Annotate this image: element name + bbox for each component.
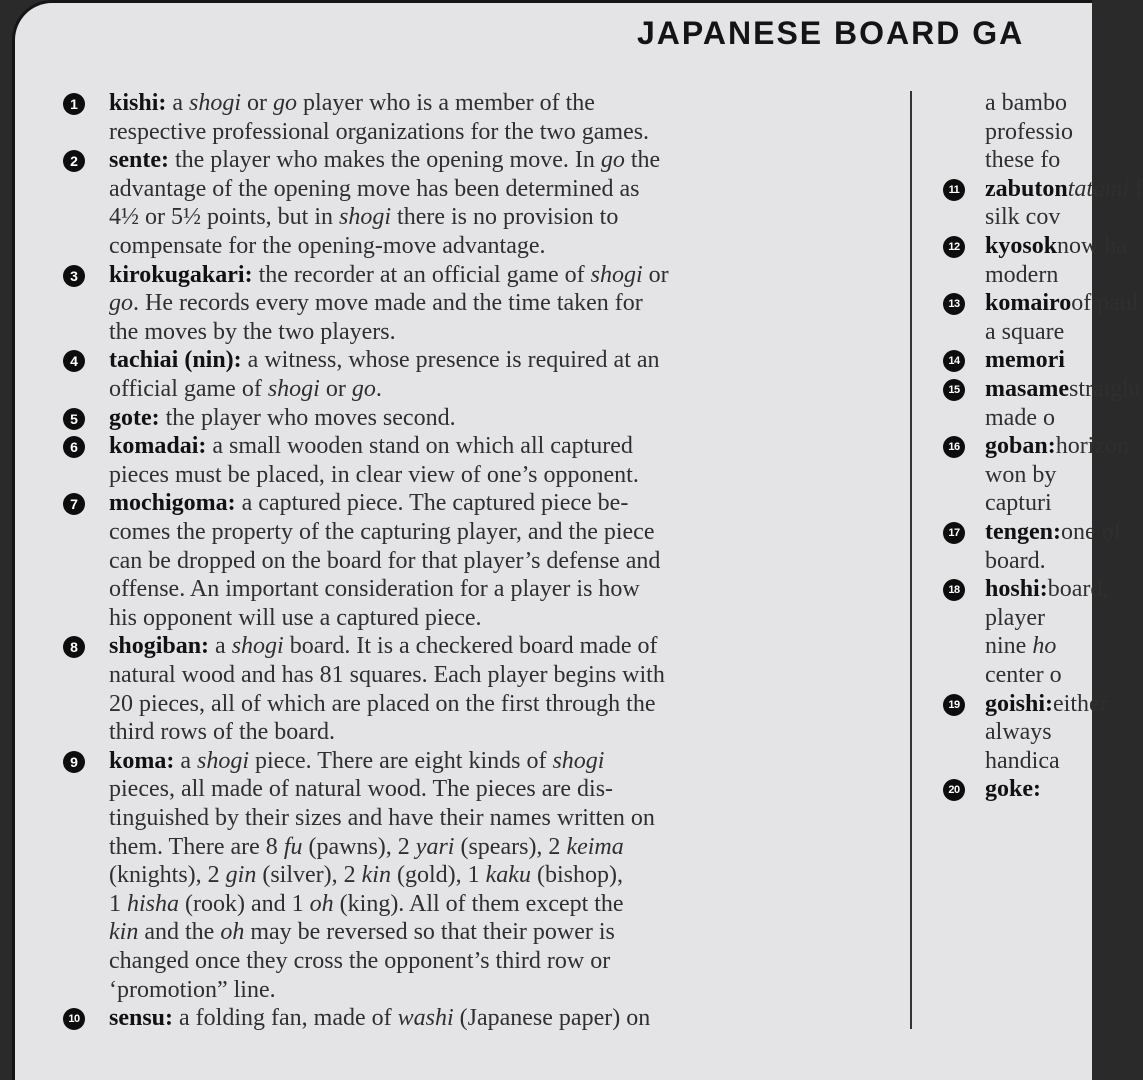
entry-number-badge: 7 bbox=[63, 493, 85, 515]
entry-line: won by bbox=[985, 461, 1057, 488]
entry-line: handica bbox=[985, 747, 1060, 774]
entry-line: 20 pieces, all of which are placed on the first through the bbox=[109, 690, 656, 717]
entry-line: these fo bbox=[985, 147, 1061, 174]
entry-line: a square bbox=[985, 318, 1065, 345]
entry-term: tengen: bbox=[985, 519, 1061, 545]
entry-term: sente: bbox=[109, 147, 169, 174]
entry-line: 4½ or 5½ points, but in shogi there is no provision to bbox=[109, 204, 619, 231]
entry-line: nine ho bbox=[985, 633, 1057, 660]
entry-term: kishi: bbox=[109, 90, 167, 116]
entry-line: ‘promotion” line. bbox=[109, 976, 276, 1003]
entry-line: advantage of the opening move has been determined as bbox=[109, 175, 640, 202]
entry-term: goke: bbox=[985, 776, 1041, 803]
entry-line: sensu: a folding fan, made of washi (Japanese paper) on bbox=[109, 1005, 651, 1032]
entry-line: offense. An important consideration for a player is how bbox=[109, 576, 640, 603]
entry-line: mochigoma: a captured piece. The captured piece be- bbox=[109, 490, 629, 517]
entry-line: tengen:one of bbox=[985, 519, 1122, 545]
entry-line: zabutontatami f bbox=[985, 175, 1143, 202]
entry-line: them. There are 8 fu (pawns), 2 yari (spears), 2 keima bbox=[109, 833, 624, 860]
entry-line: kishi: a shogi or go player who is a member of the bbox=[109, 90, 595, 116]
entry-number-badge: 8 bbox=[63, 636, 85, 658]
entry-line: kin and the oh may be reversed so that their power is bbox=[109, 919, 615, 946]
entry-line: komadai: a small wooden stand on which all captured bbox=[109, 433, 633, 460]
entry-line: a bambo bbox=[985, 90, 1067, 116]
entry-line: pieces must be placed, in clear view of one’s opponent. bbox=[109, 461, 639, 488]
entry-number-badge: 9 bbox=[63, 751, 85, 773]
entry-number-badge: 15 bbox=[943, 379, 965, 401]
entry-number-badge: 10 bbox=[63, 1008, 85, 1030]
entry-term: masame bbox=[985, 376, 1069, 402]
entry-line: natural wood and has 81 squares. Each player begins with bbox=[109, 662, 665, 688]
entry-line: go. He records every move made and the time taken for bbox=[109, 290, 643, 317]
entry-term: goban: bbox=[985, 433, 1056, 460]
entry-line: player bbox=[985, 604, 1045, 631]
entry-term: koma: bbox=[109, 747, 175, 774]
entry-term: tachiai (nin): bbox=[109, 347, 242, 374]
column-divider bbox=[910, 91, 912, 1029]
entry-line: capturi bbox=[985, 490, 1052, 517]
entry-term: hoshi: bbox=[985, 576, 1048, 603]
entry-term: komadai: bbox=[109, 433, 207, 460]
entry-term: kyosok bbox=[985, 233, 1058, 259]
entry-term: goishi: bbox=[985, 690, 1054, 717]
entry-line bbox=[985, 346, 1065, 374]
entry-line: third rows of the board. bbox=[109, 719, 335, 746]
entry-line: comes the property of the capturing player, and the piece bbox=[109, 519, 655, 545]
entry-term: shogiban: bbox=[109, 633, 210, 660]
entry-line: kyosoknow ha bbox=[985, 233, 1128, 259]
entry-line: his opponent will use a captured piece. bbox=[109, 604, 482, 631]
entry-line: made o bbox=[985, 404, 1055, 431]
entry-line: the moves by the two players. bbox=[109, 318, 396, 345]
entry-number-badge: 12 bbox=[943, 236, 965, 258]
entry-number-badge: 11 bbox=[943, 179, 965, 201]
entry-line: (knights), 2 gin (silver), 2 kin (gold), 1 kaku (bishop), bbox=[109, 862, 623, 889]
entry-line: hoshi:board, bbox=[985, 576, 1109, 603]
entry-line: masamestraight bbox=[985, 376, 1141, 402]
entry-line: changed once they cross the opponent’s third row or bbox=[109, 948, 611, 974]
entry-number-badge: 4 bbox=[63, 350, 85, 372]
entry-number-badge: 20 bbox=[943, 779, 965, 801]
entry-term: komairo bbox=[985, 290, 1072, 317]
entry-line: silk cov bbox=[985, 204, 1061, 231]
entry-line: always bbox=[985, 719, 1052, 746]
entry-number-badge: 14 bbox=[943, 350, 965, 372]
entry-line: koma: a shogi piece. There are eight kinds of shogi bbox=[109, 747, 605, 774]
entry-line: gote: the player who moves second. bbox=[109, 404, 456, 431]
book-page bbox=[12, 0, 1143, 1080]
entry-line: official game of shogi or go. bbox=[109, 376, 382, 402]
entry-number-badge: 1 bbox=[63, 93, 85, 115]
entry-term: gote: bbox=[109, 404, 160, 431]
entry-line: tachiai (nin): a witness, whose presence is required at an bbox=[109, 347, 660, 374]
entry-line: center o bbox=[985, 662, 1062, 688]
entry-number-badge: 3 bbox=[63, 265, 85, 287]
entry-term: memori bbox=[985, 347, 1065, 374]
page-header: JAPANESE BOARD GA bbox=[637, 15, 1025, 51]
entry-line: professio bbox=[985, 118, 1073, 145]
entry-line: sente: the player who makes the opening move. In go the bbox=[109, 147, 661, 174]
entry-line: komairoof paul bbox=[985, 290, 1139, 317]
entry-number-badge: 6 bbox=[63, 436, 85, 458]
entry-term: kirokugakari: bbox=[109, 261, 253, 288]
entry-line: tinguished by their sizes and have their names written on bbox=[109, 805, 655, 831]
entry-term: zabuton bbox=[985, 175, 1068, 202]
entry-number-badge: 5 bbox=[63, 408, 85, 430]
entry-number-badge: 2 bbox=[63, 150, 85, 172]
entry-line: pieces, all made of natural wood. The pieces are dis- bbox=[109, 776, 614, 803]
entry-line: goishi:either bbox=[985, 690, 1108, 717]
entry-number-badge: 16 bbox=[943, 436, 965, 458]
entry-line bbox=[985, 775, 1041, 803]
entry-line: board. bbox=[985, 547, 1046, 574]
entry-line: modern bbox=[985, 261, 1059, 288]
entry-number-badge: 19 bbox=[943, 694, 965, 716]
entry-line: can be dropped on the board for that player’s defense and bbox=[109, 547, 661, 574]
entry-number-badge: 18 bbox=[943, 579, 965, 601]
entry-line: shogiban: a shogi board. It is a checkered board made of bbox=[109, 633, 658, 660]
entry-line: 1 hisha (rook) and 1 oh (king). All of them except the bbox=[109, 890, 624, 917]
entry-line: goban:horizon bbox=[985, 433, 1129, 460]
entry-term: sensu: bbox=[109, 1005, 174, 1032]
entry-line: respective professional organizations for the two games. bbox=[109, 118, 650, 145]
entry-number-badge: 13 bbox=[943, 293, 965, 315]
entry-term: mochigoma: bbox=[109, 490, 236, 517]
entry-line: compensate for the opening-move advantage. bbox=[109, 233, 546, 259]
entry-number-badge: 17 bbox=[943, 522, 965, 544]
entry-line: kirokugakari: the recorder at an official game of shogi or bbox=[109, 261, 669, 288]
